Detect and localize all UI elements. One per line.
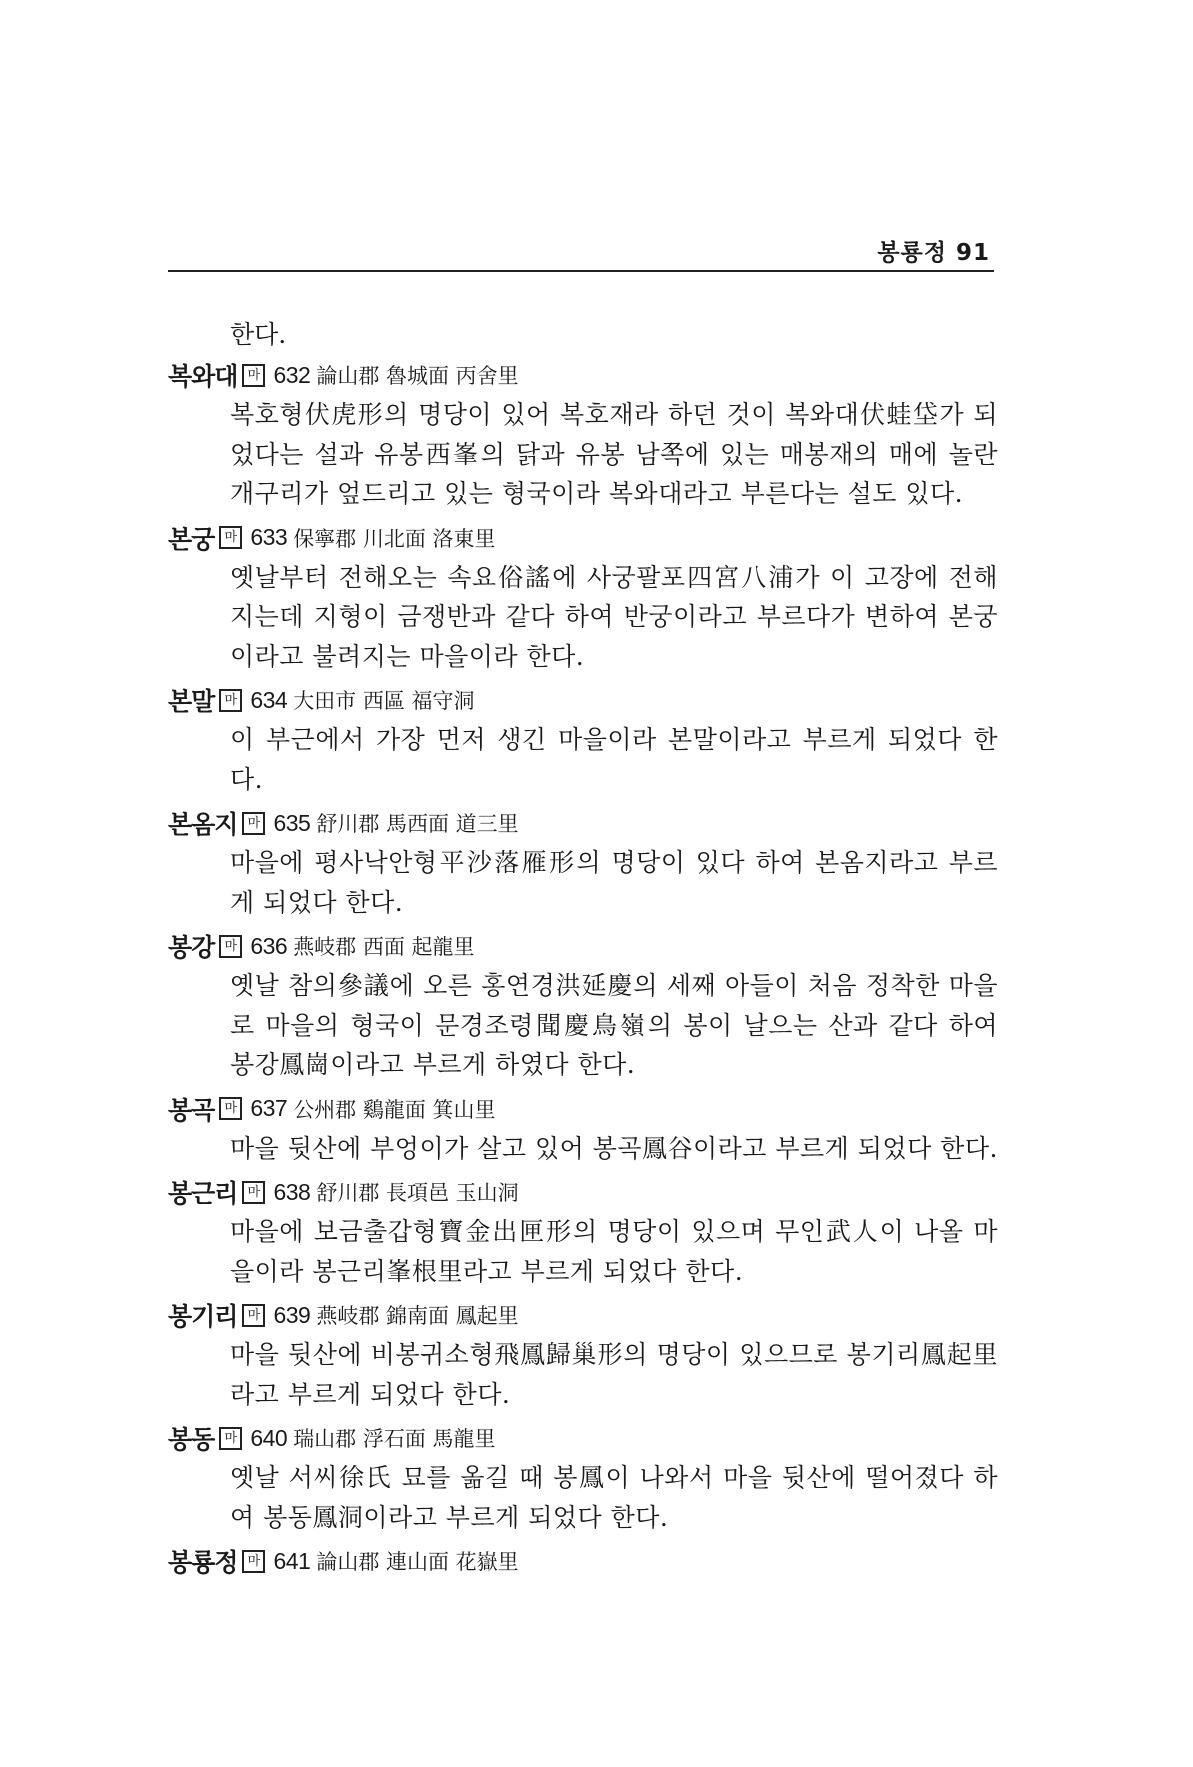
entry-heading: [168, 680, 998, 720]
entry-location: 瑞山郡 浮石面 馬龍里: [293, 1427, 496, 1451]
village-marker: 마: [242, 364, 265, 387]
entry-term: 본말: [168, 687, 215, 716]
entry-term: 봉룡정: [168, 1548, 238, 1577]
village-marker: 마: [219, 935, 242, 958]
entry-term: 봉기리: [168, 1302, 238, 1331]
entry-term: 봉강: [168, 933, 215, 962]
entry-number: 636: [250, 932, 288, 959]
entry-description: 마을 뒷산에 부엉이가 살고 있어 봉곡鳳谷이라고 부르게 되었다 한다.: [230, 1133, 998, 1163]
entry-heading: [168, 1089, 998, 1129]
entry-number: 633: [250, 524, 288, 550]
village-marker: 마: [219, 526, 242, 549]
entry-description: 마을에 보금출갑형寶金出匣形의 명당이 있으며 무인武人이 나올 마을이라 봉근리峯根里라고 부르게 되었다 한다.: [230, 1217, 998, 1286]
entry-description: 복호형伏虎形의 명당이 있어 복호재라 하던 것이 복와대伏蛙垈가 되었다는 설과 유봉西峯의 닭과 유봉 남쪽에 있는 매봉재의 매에 놀란 개구리가 엎드리고 있는 형국이라 복와대라고 부른다는 설도 있다.: [230, 400, 998, 508]
entry-term: 본옴지: [168, 810, 238, 839]
entry-description: 옛날부터 전해오는 속요俗謠에 사궁팔포四宮八浦가 이 고장에 전해지는데 지형이 금쟁반과 같다 하여 반궁이라고 부르다가 변하여 본궁이라고 불려지는 마을이라 한다.: [230, 562, 998, 671]
entry-number: 634: [250, 686, 288, 713]
entry: [168, 680, 998, 803]
entry: [168, 518, 998, 681]
entry-location: 大田市 西區 福守洞: [293, 689, 475, 713]
entry-heading: [168, 926, 998, 966]
entry-number: 635: [273, 809, 311, 836]
entry-number: 639: [273, 1301, 311, 1328]
village-marker: 마: [242, 1550, 265, 1573]
entry: [168, 355, 998, 518]
village-marker: 마: [242, 1181, 265, 1204]
entry-location: 論山郡 魯城面 丙舍里: [316, 364, 519, 388]
entry-term: 복와대: [168, 362, 238, 391]
entry: [168, 1418, 998, 1541]
entry-heading: [168, 1295, 998, 1335]
entry-heading: [168, 355, 998, 395]
village-marker: 마: [219, 1427, 242, 1450]
entry-location: 燕岐郡 錦南面 鳳起里: [316, 1304, 519, 1328]
entry-term: 봉곡: [168, 1095, 215, 1125]
entry-location: 舒川郡 馬西面 道三里: [316, 812, 519, 836]
entry-heading: [168, 1172, 998, 1212]
entry-number: 638: [273, 1178, 311, 1205]
entry-number: 632: [273, 361, 311, 388]
entry-location: 公州郡 鷄龍面 箕山里: [293, 1097, 496, 1122]
entry-heading: [168, 1418, 998, 1458]
entry-description: 옛날 참의參議에 오른 홍연경洪延慶의 세째 아들이 처음 정착한 마을로 마을의 형국이 문경조령聞慶鳥嶺의 봉이 날으는 산과 같다 하여 봉강鳳崗이라고 부르게 하였다 한다.: [230, 971, 998, 1079]
entry: [168, 1172, 998, 1295]
entry-description: 이 부근에서 가장 먼저 생긴 마을이라 본말이라고 부르게 되었다 한다.: [230, 725, 998, 794]
village-marker: 마: [242, 1304, 265, 1327]
entry-heading: [168, 1541, 998, 1581]
page-body: [168, 316, 998, 1581]
entry-term: 본궁: [168, 524, 215, 554]
entry-description: 옛날 서씨徐氏 묘를 옮길 때 봉鳳이 나와서 마을 뒷산에 떨어졌다 하여 봉동鳳洞이라고 부르게 되었다 한다.: [230, 1463, 998, 1532]
entry-description: 마을에 평사낙안형平沙落雁形의 명당이 있다 하여 본옴지라고 부르게 되었다 한다.: [230, 848, 998, 917]
entry-heading: [168, 518, 998, 558]
entry-number: 641: [273, 1547, 311, 1574]
entry: [168, 803, 998, 926]
entry: [168, 1541, 998, 1581]
entry-term: 봉동: [168, 1425, 215, 1454]
running-title: 봉룡정 91: [877, 240, 990, 266]
entry: [168, 1295, 998, 1418]
entry-number: 637: [250, 1095, 288, 1121]
entry-heading: [168, 803, 998, 843]
entry: [168, 1089, 998, 1173]
entry-number: 640: [250, 1424, 288, 1451]
entry-description: 마을 뒷산에 비봉귀소형飛鳳歸巢形의 명당이 있으므로 봉기리鳳起里라고 부르게 되었다 한다.: [230, 1340, 998, 1409]
entry-term: 봉근리: [168, 1179, 238, 1208]
entry-location: 燕岐郡 西面 起龍里: [293, 935, 475, 959]
village-marker: 마: [219, 1097, 242, 1120]
continuation-text: 한다.: [230, 320, 287, 349]
entry-location: 保寧郡 川北面 洛東里: [293, 526, 496, 551]
village-marker: 마: [219, 689, 242, 712]
page-header: [168, 234, 994, 272]
entry-location: 舒川郡 長項邑 玉山洞: [316, 1181, 519, 1205]
village-marker: 마: [242, 812, 265, 835]
entry: [168, 926, 998, 1089]
entry-location: 論山郡 連山面 花嶽里: [316, 1550, 519, 1574]
